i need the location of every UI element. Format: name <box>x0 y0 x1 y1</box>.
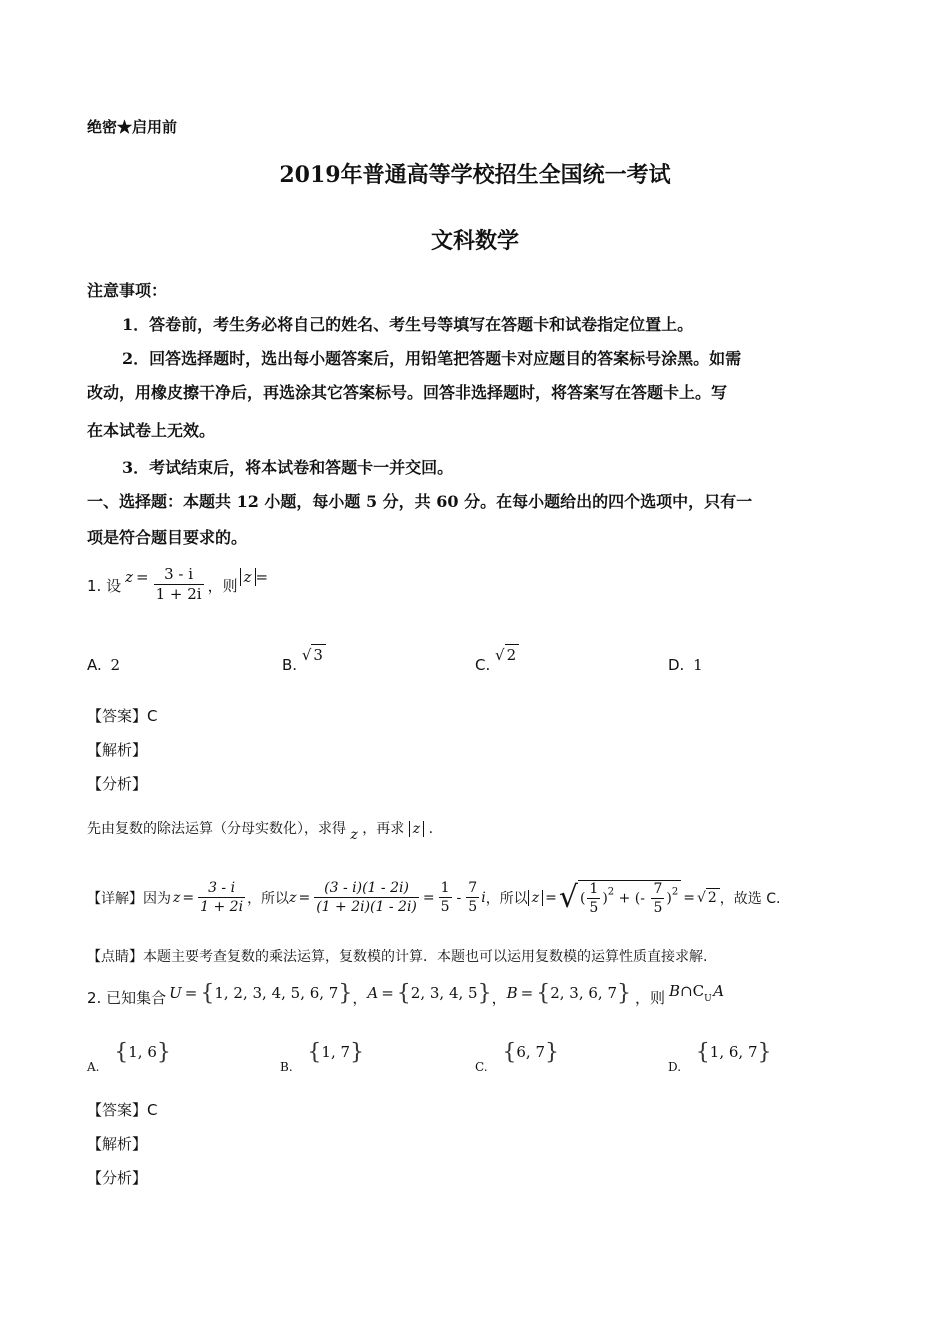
radicand: ( $\frac{1}{5}$ )$^2$ + (- $\frac{7}{5}$ )$^2$ <box>578 880 681 915</box>
notice-item-1: 1．答卷前，考生务必将自己的姓名、考生号等填写在答题卡和试卷指定位置上。 <box>122 315 694 334</box>
set-elements: 2, 3, 6, 7 <box>550 983 618 1002</box>
q1-fenxi-text <box>87 818 434 843</box>
confidential-label: 绝密★启用前 <box>87 118 178 136</box>
option-value: 1, 6 <box>128 1043 157 1061</box>
denominator: 5 <box>653 900 663 916</box>
sqrt-symbol: √ 2 <box>697 890 720 906</box>
question-1-prefix: 1. 设 <box>87 576 122 595</box>
notice-heading: 注意事项： <box>87 281 168 300</box>
minus-sign: - <box>456 890 462 906</box>
detail-end: ，故选 C. <box>719 891 781 907</box>
set-label-a: A <box>367 984 379 1002</box>
connector-text: ，所以 <box>485 891 528 907</box>
page-subtitle: 文科数学 <box>430 228 519 254</box>
numerator: 3 - i <box>198 881 245 898</box>
trailing-equals: = <box>255 568 269 586</box>
radicand: 2 <box>505 644 520 664</box>
var-z: z <box>350 827 358 843</box>
q1-analysis-label: 【解析】 <box>87 741 148 759</box>
question-2: 2. 已知集合 U = {1, 2, 3, 4, 5, 6, 7} ， A = {2, 3, 4, 5} ， B = {2, 3, 6, 7} ，则 $B\cap C_U$ A <box>87 980 725 1007</box>
subscript: U <box>704 994 712 1004</box>
fraction <box>314 881 419 914</box>
operator: ∩C <box>680 982 705 1000</box>
fraction <box>439 881 452 914</box>
denominator: 1 + 2i <box>200 899 244 915</box>
q1-fenxi-label: 【分析】 <box>87 775 148 793</box>
option-label: D. <box>668 656 685 674</box>
fenxi-end: . <box>428 821 434 837</box>
fraction <box>154 567 204 603</box>
q1-option-b <box>282 645 326 674</box>
modulus-z: z <box>409 821 424 837</box>
notice-item-2-line-1: 2．回答选择题时，选出每小题答案后，用铅笔把答题卡对应题目的答案标号涂黑。如需 <box>122 349 742 368</box>
numerator: 7 <box>468 880 478 897</box>
q1-dianjing: 【点睛】本题主要考查复数的乘法运算，复数模的计算．本题也可以运用复数模的运算性质直接求解. <box>87 949 708 965</box>
section-heading-line-2: 项是符合题目要求的。 <box>87 528 248 547</box>
detail-prefix: 【详解】因为 <box>87 891 171 907</box>
option-label: A. <box>87 1060 100 1074</box>
option-label: B. <box>280 1060 293 1074</box>
denominator: 1 + 2i <box>155 585 202 603</box>
set-label-u: U <box>169 984 182 1002</box>
q2-fenxi-label: 【分析】 <box>87 1169 148 1187</box>
connector-text: ，则 <box>635 988 666 1007</box>
question-1 <box>87 560 268 610</box>
option-label: C. <box>475 1060 488 1074</box>
q2-option-b: $_{B.}$ {1, 7} <box>280 1040 365 1074</box>
numerator: 3 - i <box>154 567 204 585</box>
sqrt-symbol: √ 2 <box>495 646 519 664</box>
var-i: i <box>481 890 486 906</box>
q1-option-c <box>475 645 519 674</box>
set-elements: 2, 3, 4, 5 <box>410 983 478 1002</box>
set-label-b: B <box>506 984 518 1002</box>
q1-option-d <box>668 656 703 674</box>
numerator: 1 <box>589 881 599 898</box>
option-value: 1, 7 <box>321 1043 351 1061</box>
q2-answer: 【答案】C <box>87 1101 158 1119</box>
numerator: (3 - i)(1 - 2i) <box>314 881 419 898</box>
notice-item-2-line-2: 改动，用橡皮擦干净后，再选涂其它答案标号。回答非选择题时，将答案写在答题卡上。写 <box>87 383 728 402</box>
fenxi-text-a: 先由复数的除法运算（分母实数化），求得 <box>87 821 346 837</box>
q2-option-d: $_{D.}$ {1, 6, 7} <box>668 1040 772 1074</box>
sqrt-symbol: √ ( $\frac{1}{5}$ )$^2$ + (- $\frac{7}{5}$ )$^2$ <box>559 880 681 915</box>
set-u: {1, 2, 3, 4, 5, 6, 7} <box>200 980 353 1006</box>
q2-option-c: $_{C.}$ {6, 7} <box>475 1040 559 1074</box>
numerator: 7 <box>653 881 663 898</box>
fenxi-text-b: ，再求 <box>362 821 405 837</box>
denominator: 5 <box>589 900 599 916</box>
connector-text: ，所以 <box>247 891 290 907</box>
set-label-b: B <box>669 982 681 1000</box>
set-expression <box>669 982 724 1004</box>
option-label: A. <box>87 656 102 674</box>
set-b: {2, 3, 6, 7} <box>536 980 632 1006</box>
radicand: 3 <box>311 644 326 664</box>
set-elements: 1, 2, 3, 4, 5, 6, 7 <box>214 983 339 1002</box>
page-title: 2019年普通高等学校招生全国统一考试 <box>279 162 671 188</box>
section-heading-line-1: 一、选择题：本题共 12 小题，每小题 5 分，共 60 分。在每小题给出的四个选项中，只有一 <box>87 492 753 511</box>
var-z: z <box>125 568 133 586</box>
modulus-z: z <box>240 568 256 586</box>
q1-answer: 【答案】C <box>87 707 158 725</box>
set-a: {2, 3, 4, 5} <box>396 980 492 1006</box>
q2-option-a: $_{A.}$ {1, 6} <box>87 1040 171 1074</box>
option-label: B. <box>282 656 298 674</box>
fraction <box>466 881 479 914</box>
question-2-prefix: 2. 已知集合 <box>87 988 167 1007</box>
radicand: 2 <box>706 888 720 906</box>
notice-item-3: 3．考试结束后，将本试卷和答题卡一并交回。 <box>122 458 454 477</box>
modulus-z: z <box>528 890 543 906</box>
numerator: 1 <box>440 880 450 897</box>
var-z: z <box>289 890 297 906</box>
notice-item-2-line-3: 在本试卷上无效。 <box>87 421 216 440</box>
q2-analysis-label: 【解析】 <box>87 1135 148 1153</box>
fraction <box>198 881 245 914</box>
exponent: 2 <box>671 887 679 898</box>
option-value: 1 <box>693 656 703 674</box>
option-value: 2 <box>110 656 121 674</box>
set-label-a: A <box>713 982 725 1000</box>
equals-sign: = <box>136 568 149 586</box>
q1-detail: 【详解】因为 z = $\frac{3 - i}{1 + 2i}$ ，所以 z = $\frac{(3 - i)(1 - 2i)}{(1 + 2i)(1 - 2i)}$ = $\frac{1}{5}$ - $\frac{7}{5}$ i ，所以 z = √ ( $\frac{1}{5}$ )$^2$ + (- $\frac{7}{5}$ )$^2$ = √ 2 ，故选 C. <box>87 880 781 916</box>
exponent: 2 <box>607 887 615 898</box>
q1-option-a <box>87 656 120 674</box>
sqrt-symbol: √ 3 <box>302 646 326 664</box>
denominator: 5 <box>468 899 478 915</box>
denominator: (1 + 2i)(1 - 2i) <box>316 899 417 915</box>
connector-text: ，则 <box>207 576 238 595</box>
option-label: C. <box>475 656 491 674</box>
option-value: 1, 6, 7 <box>709 1043 758 1061</box>
option-value: 6, 7 <box>516 1043 545 1061</box>
denominator: 5 <box>440 899 450 915</box>
option-label: D. <box>668 1060 682 1074</box>
var-z: z <box>173 890 181 906</box>
